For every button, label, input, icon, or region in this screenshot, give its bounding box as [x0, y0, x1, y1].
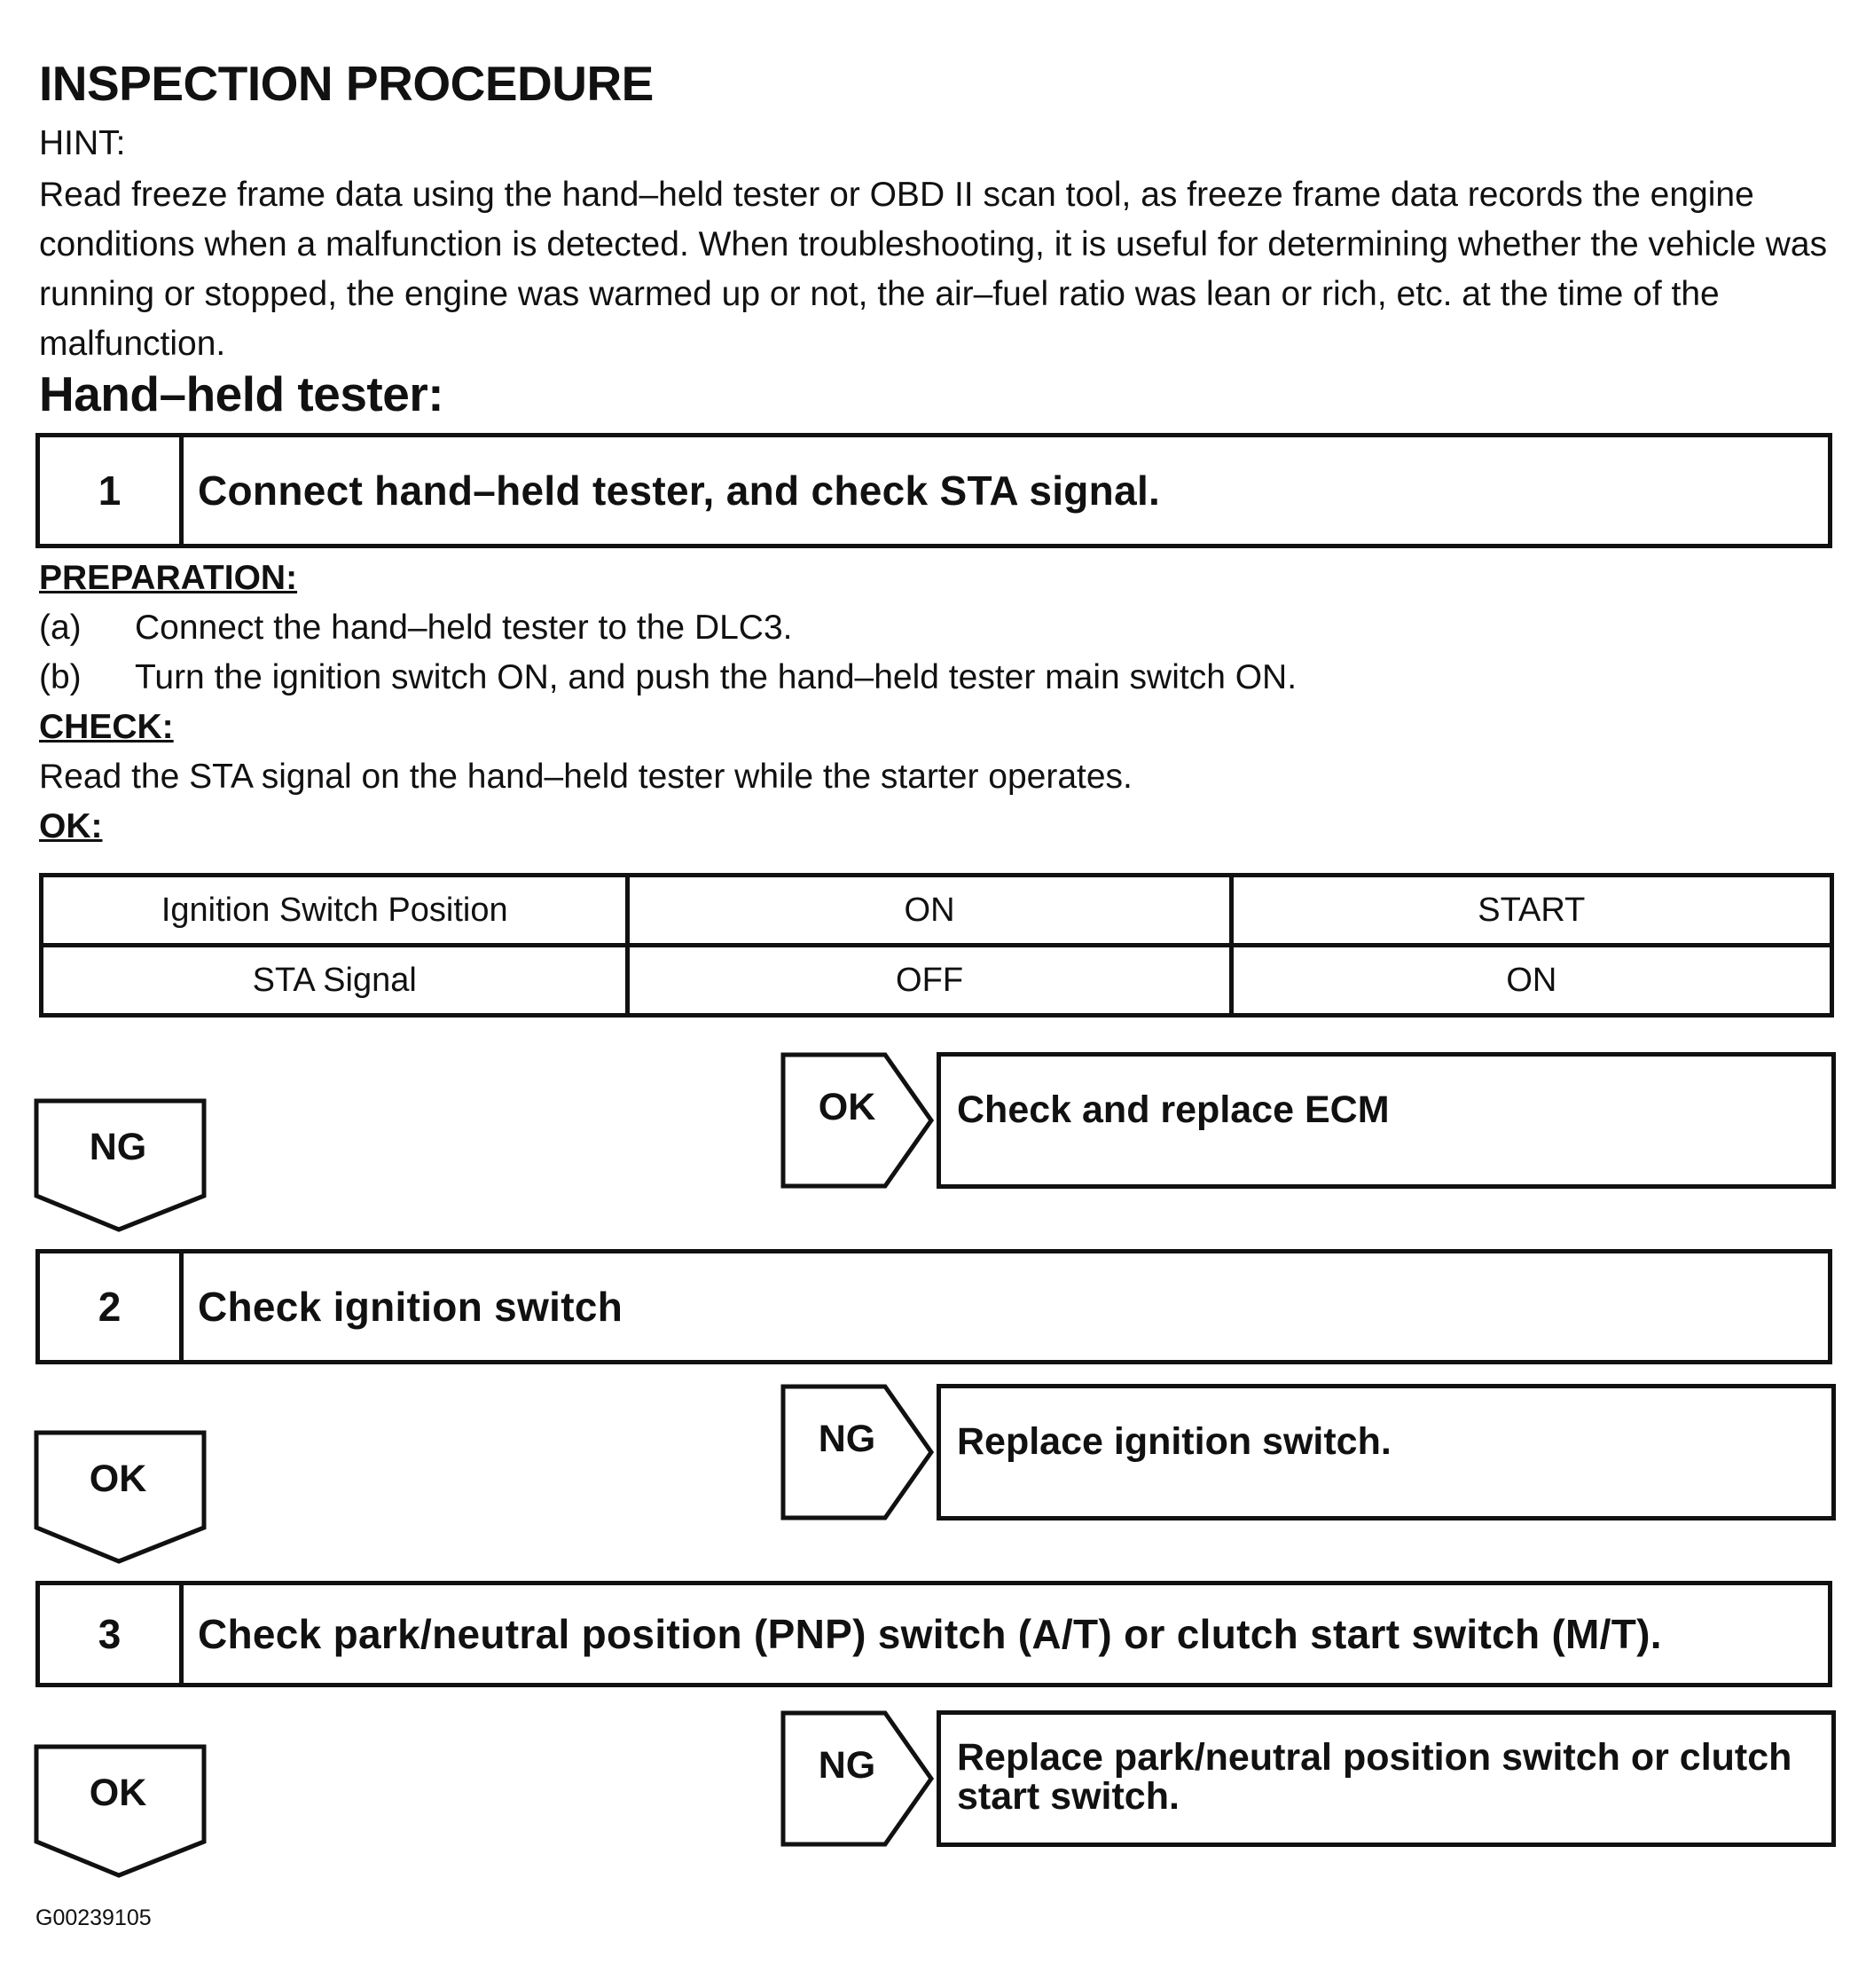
step-1-number: 1	[40, 437, 184, 544]
flow-down-arrow-3	[34, 1744, 211, 1886]
table-cell: ON	[628, 876, 1231, 946]
check-label: CHECK:	[39, 708, 174, 746]
section-title: Hand–held tester:	[39, 366, 444, 421]
result-text-box: Replace ignition switch.	[937, 1384, 1836, 1520]
figure-code: G00239105	[35, 1905, 152, 1930]
preparation-item	[39, 658, 1297, 697]
result-text-box: Replace park/neutral position switch or clutch start switch.	[937, 1710, 1836, 1847]
result-chevron-label: OK	[818, 1086, 876, 1128]
step-2-title: Check ignition switch	[198, 1284, 623, 1330]
result-chevron	[780, 1710, 937, 1852]
ok-condition-table	[39, 873, 1834, 1018]
table-row	[42, 876, 1832, 946]
step-2-box	[35, 1249, 1832, 1364]
step-3-title: Check park/neutral position (PNP) switch (A/T) or clutch start switch (M/T).	[198, 1611, 1662, 1657]
table-cell: ON	[1231, 946, 1831, 1016]
result-chevron-label: NG	[818, 1418, 876, 1460]
table-cell: START	[1231, 876, 1831, 946]
table-cell: Ignition Switch Position	[42, 876, 628, 946]
preparation-label: PREPARATION:	[39, 559, 298, 597]
flow-result-2	[780, 1384, 1836, 1520]
table-cell: STA Signal	[42, 946, 628, 1016]
check-text: Read the STA signal on the hand–held tester while the starter operates.	[39, 758, 1133, 796]
step-1-box	[35, 433, 1832, 548]
preparation-item-tag: (a)	[39, 609, 82, 647]
flow-down-label: OK	[89, 1457, 147, 1500]
flow-down-label: NG	[89, 1125, 147, 1168]
hint-label: HINT:	[39, 124, 126, 162]
flow-result-1	[780, 1052, 1836, 1189]
step-3-box	[35, 1581, 1832, 1687]
result-chevron-label: NG	[818, 1744, 876, 1787]
page-title: INSPECTION PROCEDURE	[39, 56, 654, 111]
flow-down-arrow-1	[34, 1098, 211, 1240]
table-cell: OFF	[628, 946, 1231, 1016]
hint-text: Read freeze frame data using the hand–held tester or OBD II scan tool, as freeze frame data records the engine conditions when a malfunction is detected. When troubleshooting, it is useful for determining whether the vehicle was running or stopped, the engine was warmed up or not, the air–fuel ratio was lean or rich, etc. at the time of the malfunction.	[39, 176, 1828, 363]
result-chevron	[780, 1052, 937, 1194]
preparation-item-text: Connect the hand–held tester to the DLC3.	[135, 609, 793, 647]
step-3-number: 3	[40, 1585, 184, 1683]
table-row	[42, 946, 1832, 1016]
preparation-item-text: Turn the ignition switch ON, and push the hand–held tester main switch ON.	[135, 658, 1298, 696]
flow-result-3	[780, 1710, 1836, 1847]
result-text-box: Check and replace ECM	[937, 1052, 1836, 1189]
step-1-title: Connect hand–held tester, and check STA signal.	[198, 468, 1161, 514]
step-2-number: 2	[40, 1253, 184, 1360]
result-chevron	[780, 1384, 937, 1526]
preparation-item	[39, 609, 793, 648]
flow-down-arrow-2	[34, 1430, 211, 1572]
preparation-item-tag: (b)	[39, 658, 82, 696]
ok-label: OK:	[39, 807, 103, 845]
flow-down-label: OK	[89, 1771, 147, 1814]
